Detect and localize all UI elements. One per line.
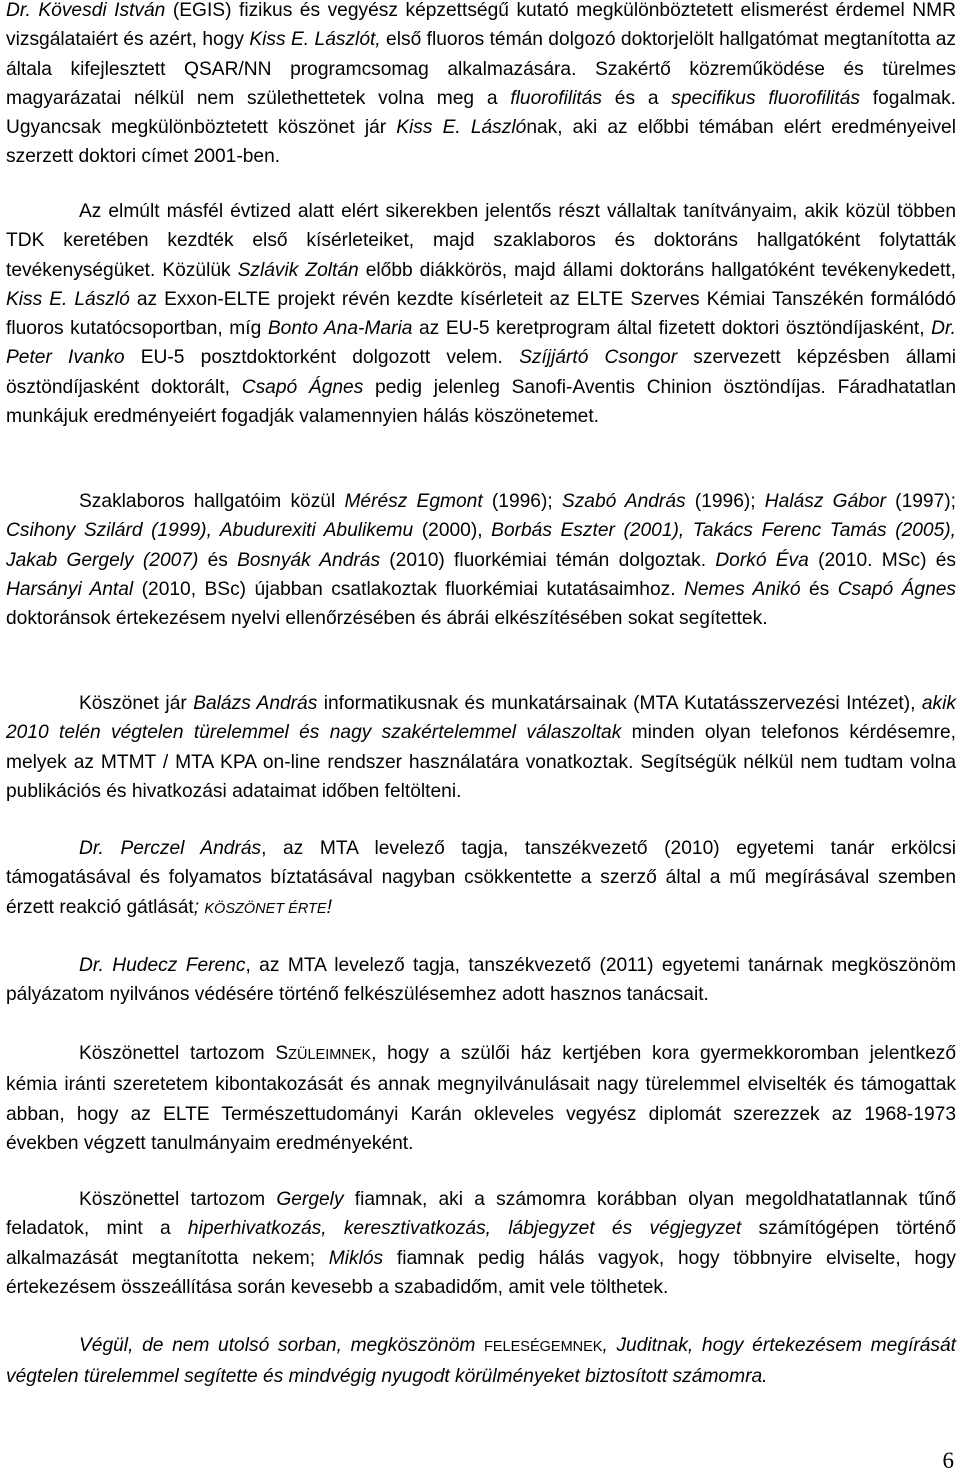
text-run: nak, aki az előbbi témában elért eredményeivel szerzett doktori címet 2001-ben.: [6, 117, 956, 168]
italic-text-run: specifikus fluorofilitás: [671, 87, 861, 109]
text-run: (1996);: [482, 491, 562, 512]
text-run: Az elmúlt másfél évtized alatt elért sikerekben jelentős részt vállaltak tanítványaim, akik közül többen TDK keretében kezdték első kísérleteiket, majd szaklaboros és doktoráns hallgatóként folytatták tevékenységüket. Közülük: [6, 201, 956, 281]
text-run: informatikusnak és munkatársainak (MTA Kutatásszervezési Intézet),: [317, 693, 922, 714]
italic-text-run: ;: [193, 896, 205, 918]
italic-text-run: Harsányi Antal: [6, 578, 134, 600]
paragraph-hudecz: [6, 951, 956, 1010]
small-caps-text-run: FELESÉGEMNEK: [484, 1339, 603, 1355]
text-run: , az MTA levelező tagja, tanszékvezető (2011) egyetemi tanárnak megköszönöm pályázatom nyilvános védésére történő felkészülésemhez adott hasznos tanácsait.: [6, 955, 956, 1006]
italic-text-run: !: [326, 896, 332, 918]
text-run: Szaklaboros hallgatóim közül: [79, 491, 345, 512]
italic-text-run: Borbás Eszter (2001), Takács Ferenc Tamás (2005), Jakab Gergely (2007): [6, 520, 956, 571]
page-number: 6: [942, 1448, 954, 1473]
italic-text-run: Szlávik Zoltán: [237, 259, 359, 281]
italic-text-run: Kiss E. László: [396, 117, 527, 139]
italic-text-run: Kiss E. Lászlót,: [249, 29, 381, 51]
italic-text-run: Csapó Ágnes: [241, 376, 364, 398]
text-run: az Exxon-ELTE projekt révén kezdte kísérleteit az ELTE Szerves Kémiai Tanszékén formálódó fluoros kutatócsoportban, míg: [6, 288, 956, 340]
italic-text-run: Dr. Perczel András: [79, 838, 262, 859]
text-run: és a: [602, 87, 672, 109]
small-caps-text-run: KÖSZÖNET ÉRTE: [204, 900, 327, 917]
italic-text-run: Gergely: [276, 1189, 344, 1210]
text-run: (2010) fluorkémiai témán dolgoztak.: [380, 549, 716, 571]
italic-text-run: Dorkó Éva: [715, 549, 809, 571]
text-run: Köszönettel tartozom: [79, 1189, 277, 1210]
italic-text-run: Dr. Hudecz Ferenc: [79, 955, 246, 976]
text-run: doktoránsok értekezésem nyelvi ellenőrzésében és ábrái elkészítésében sokat segítettek.: [6, 608, 768, 630]
paragraph-balazs: [6, 689, 956, 806]
text-run: az EU-5 keretprogram által fizetett doktori ösztöndíjasként,: [412, 318, 932, 340]
text-run: Köszönet jár: [79, 693, 194, 714]
paragraph-kovesdi: [6, 0, 956, 172]
italic-text-run: Csihony Szilárd (1999), Abudurexiti Abulikemu: [6, 520, 414, 542]
italic-text-run: Szabó András: [561, 491, 686, 512]
italic-text-run: Miklós: [328, 1247, 384, 1269]
text-run: Köszönettel tartozom S: [79, 1043, 289, 1064]
text-run: (2010, BSc) újabban csatlakoztak fluorkémiai kutatásaimhoz.: [133, 578, 684, 600]
text-run: (2000),: [413, 520, 492, 542]
italic-text-run: Halász Gábor: [764, 491, 886, 512]
text-run: szervezett képzésben állami ösztöndíjasként doktorált,: [6, 347, 957, 398]
italic-text-run: Dr. Kövesdi István: [6, 0, 166, 21]
paragraph-students: [6, 197, 956, 431]
text-run: EU-5 posztdoktorként dolgozott velem.: [124, 347, 520, 369]
italic-text-run: Nemes Anikó: [684, 578, 801, 600]
italic-text-run: Bonto Ana-Maria: [267, 318, 413, 340]
italic-text-run: Dr. Peter Ivanko: [6, 318, 957, 369]
text-run: és: [198, 549, 238, 571]
paragraph-perczel: [6, 834, 956, 924]
italic-text-run: hiperhivatkozás, keresztivatkozás, lábjegyzet és végjegyzet: [187, 1218, 742, 1240]
italic-text-run: Végül, de nem utolsó sorban, megköszönöm: [79, 1335, 485, 1356]
text-run: és: [800, 578, 838, 600]
italic-text-run: Mérész Egmont: [344, 491, 483, 512]
text-run: , az MTA levelező tagja, tanszékvezető (2010) egyetemi tanár erkölcsi támogatásával és folyamatos bíztatásával nagyban csökkentette a szerző által a mű megírásával szemben érzett reakció gátlását: [6, 838, 956, 918]
italic-text-run: Szíjjártó Csongor: [519, 347, 678, 369]
italic-text-run: Kiss E. László: [6, 288, 130, 310]
text-run: első fluoros témán dolgozó doktorjelölt hallgatómat megtanította az általa kifejlesztett QSAR/NN programcsomag alkalmazására. Szakértő közreműködése és türelmes magyarázatai nélkül nem születhettetek volna meg a: [6, 29, 956, 109]
small-caps-text-run: ZÜLEIMNEK: [288, 1047, 372, 1063]
paragraph-wife: [6, 1331, 956, 1392]
paragraph-lab-students: [6, 487, 956, 633]
text-run: fiamnak pedig hálás vagyok, hogy többnyire elviselte, hogy értekezésem összeállítása során kevesebb a szabadidőm, amit vele tölthetek.: [6, 1247, 956, 1298]
text-run: , hogy a szülői ház kertjében kora gyermekkoromban jelentkező kémia iránti szeretetem kibontakozását és annak megnyilvánulásait nagy türelemmel elviselték és támogattak abban, hogy az ELTE Természettudományi Karán okleveles vegyész diplomát szerezzek az 1968-1973 években végzett tanulmányaim eredményeként.: [6, 1043, 956, 1154]
text-run: (EGIS) fizikus és vegyész képzettségű kutató megkülönböztetett elismerést érdemel NMR vizsgálataiért és azért, hogy: [6, 0, 957, 51]
text-run: számítógépen történő alkalmazását megtanította nekem;: [6, 1218, 956, 1269]
italic-text-run: fluorofilitás: [510, 87, 603, 109]
paragraph-parents: [6, 1039, 956, 1158]
italic-text-run: Balázs András: [193, 693, 318, 714]
text-run: fogalmak. Ugyancsak megkülönböztetett köszönet jár: [6, 87, 956, 139]
text-run: (1996);: [685, 491, 765, 512]
italic-text-run: Csapó Ágnes: [837, 578, 957, 600]
text-run: (2010. MSc) és: [808, 549, 957, 571]
italic-text-run: , Juditnak, hogy értekezésem megírását végtelen türelemmel segítette és mindvégig nyugodt körülményeket biztosított számomra.: [6, 1335, 956, 1388]
text-run: minden olyan telefonos kérdésemre, melyek az MTMT / MTA KPA on-line rendszer használatára vonatkoztak. Segítségük nélkül nem tudtam volna publikációs és hivatkozási adataimat időben feltölteni.: [6, 722, 956, 802]
italic-text-run: akik 2010 telén végtelen türelemmel és nagy szakértelemmel válaszoltak: [6, 693, 956, 744]
text-run: előbb diákkörös, majd állami doktoráns hallgatóként tevékenykedett,: [358, 259, 956, 281]
italic-text-run: Bosnyák András: [237, 549, 381, 571]
text-run: (1997);: [885, 491, 956, 512]
text-run: fiamnak, aki a számomra korábban olyan megoldhatatlannak tűnő feladatok, mint a: [6, 1189, 956, 1240]
text-run: pedig jelenleg Sanofi-Aventis Chinion ösztöndíjas. Fáradhatatlan munkájuk eredményeiért fogadják valamennyien hálás köszönetemet.: [6, 376, 957, 428]
paragraph-sons: [6, 1185, 956, 1302]
